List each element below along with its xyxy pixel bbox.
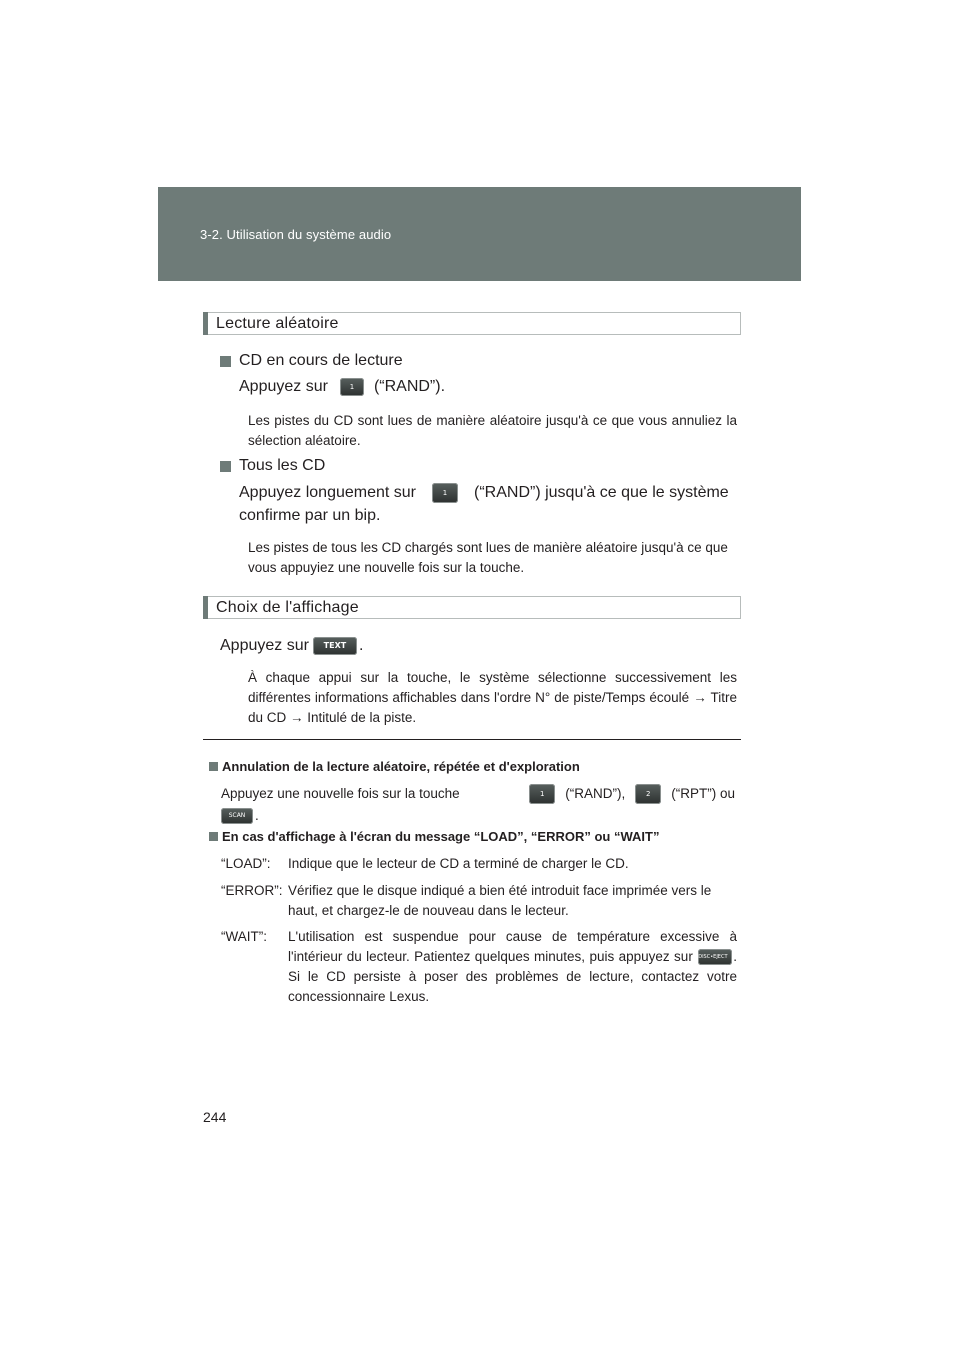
- note-cancel-keys: [529, 784, 735, 804]
- note-cancel-text: Appuyez une nouvelle fois sur la touche: [221, 786, 460, 801]
- note-cd-playing: Les pistes du CD sont lues de manière aléatoire jusqu'à ce que vous annuliez la sélection aléatoire.: [248, 413, 737, 448]
- message-error-label: “ERROR”:: [221, 883, 283, 898]
- section-divider: [203, 739, 741, 740]
- message-load-label: “LOAD”:: [221, 856, 271, 871]
- message-wait-label: “WAIT”:: [221, 929, 267, 944]
- message-wait-text: [288, 927, 737, 1007]
- text-button-icon: TEXT: [313, 637, 357, 655]
- message-load-text: Indique que le lecteur de CD a terminé de charger le CD.: [288, 856, 629, 871]
- note-cancel-line2: [221, 806, 735, 826]
- subhead-cd-playing-text: CD en cours de lecture: [239, 352, 403, 369]
- instruction-all-cds-line2: confirme par un bip.: [239, 507, 381, 524]
- instruction-text: .: [358, 637, 364, 654]
- note-cancel-line1: [221, 784, 735, 804]
- subhead-all-cds: [220, 457, 325, 475]
- preset-1-button-icon: 1: [340, 378, 364, 396]
- instruction-text: Appuyez sur: [239, 378, 328, 395]
- section-title-random: [203, 312, 741, 335]
- instruction-text: (“RAND”) jusqu'à ce que le système: [474, 484, 729, 501]
- square-bullet-icon: [220, 461, 231, 472]
- note-all-cds: Les pistes de tous les CD chargés sont lues de manière aléatoire jusqu'à ce que vous appuyiez une nouvelle fois sur la touche.: [248, 540, 728, 575]
- section-title-display: [203, 596, 741, 619]
- message-error: [221, 881, 737, 921]
- chapter-header-band: [158, 187, 801, 281]
- message-error-text: Vérifiez que le disque indiqué a bien été introduit face imprimée vers le haut, et chargez-le de nouveau dans le lecteur.: [288, 883, 712, 918]
- instruction-text: Appuyez sur: [220, 637, 309, 654]
- breadcrumb: 3-2. Utilisation du système audio: [200, 227, 392, 242]
- message-wait: [221, 927, 737, 1007]
- message-wait-text-2: . Si le CD persiste à poser des problèmes de lecture, contactez votre concessionnaire Lexus.: [288, 949, 737, 1004]
- note-cancel-body: [221, 784, 735, 826]
- square-bullet-icon: [209, 762, 218, 771]
- preset-2-button-icon: 2: [635, 784, 661, 804]
- note-cancel-text: .: [255, 808, 259, 823]
- instruction-text: (“RAND”).: [373, 378, 446, 395]
- preset-1-button-icon: 1: [432, 483, 458, 503]
- note-heading-messages-text: En cas d'affichage à l'écran du message “LOAD”, “ERROR” ou “WAIT”: [222, 829, 660, 844]
- section-title-display-text: Choix de l'affichage: [216, 599, 359, 616]
- rand-label: (“RAND”),: [565, 786, 626, 801]
- square-bullet-icon: [220, 356, 231, 367]
- message-wait-text-1: L'utilisation est suspendue pour cause de température excessive à l'intérieur du lecteur. Patientez quelques minutes, puis appuyez sur: [288, 929, 737, 964]
- section-title-random-text: Lecture aléatoire: [216, 315, 339, 332]
- square-bullet-icon: [209, 832, 218, 841]
- disc-eject-button-icon: DISC•EJECT: [698, 949, 732, 965]
- instruction-display: [220, 637, 363, 655]
- note-display: À chaque appui sur la touche, le système sélectionne successivement les différentes informations affichables dans l'ordre N° de piste/Temps écoulé → Titre du CD → Intitulé de la piste.: [248, 670, 737, 725]
- message-load: [221, 854, 737, 874]
- subhead-all-cds-text: Tous les CD: [239, 457, 326, 474]
- note-heading-cancel: [209, 759, 580, 774]
- subhead-cd-playing: [220, 352, 403, 370]
- instruction-all-cds: [239, 483, 737, 503]
- note-heading-cancel-text: Annulation de la lecture aléatoire, répétée et d'exploration: [222, 759, 580, 774]
- preset-1-button-icon: 1: [529, 784, 555, 804]
- rpt-label: (“RPT”) ou: [671, 786, 735, 801]
- page-number: 244: [203, 1109, 227, 1125]
- note-heading-messages: [209, 829, 659, 844]
- scan-button-icon: SCAN: [221, 808, 253, 824]
- instruction-text: Appuyez longuement sur: [239, 484, 416, 501]
- instruction-cd-playing: [239, 378, 445, 396]
